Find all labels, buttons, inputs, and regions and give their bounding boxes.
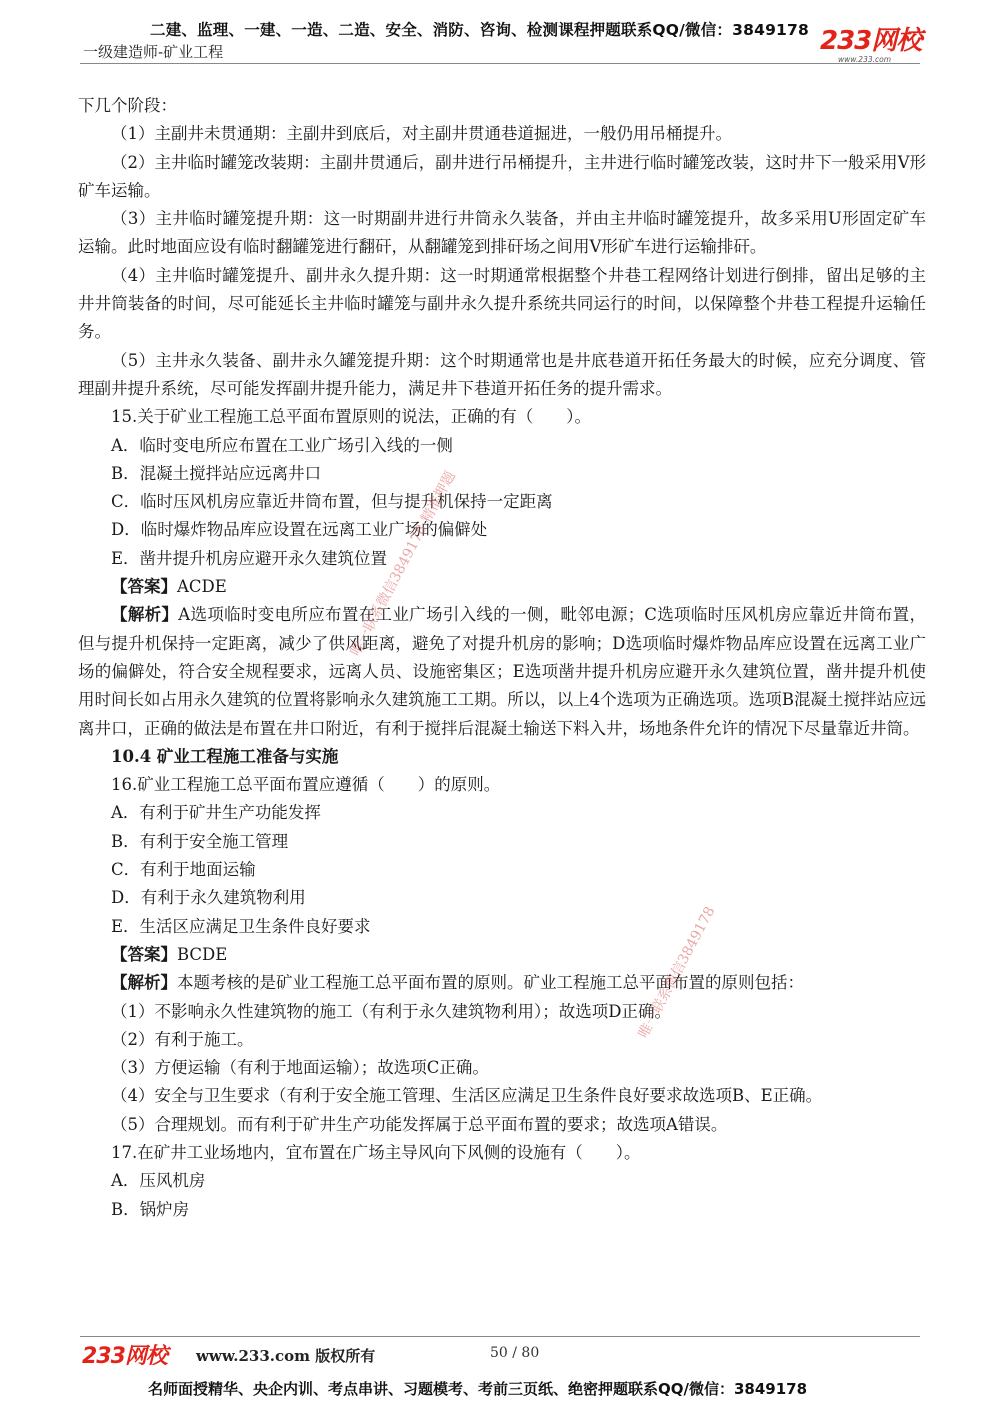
footer-divider: [80, 1336, 920, 1337]
footer-logo[interactable]: 233网校: [82, 1344, 167, 1369]
question-17: 17.在矿井工业场地内，宜布置在广场主导风向下风侧的设施有（ ）。: [111, 1142, 641, 1162]
q16-option-b: B．有利于安全施工管理: [111, 831, 289, 851]
stage-4: （4）主井临时罐笼提升、副井永久提升期：这一时期通常根据整个井巷工程网络计划进行倒排，留出足够的主井井筒装备的时间，尽可能延长主井临时罐笼与副井永久提升系统共同运行的时间，以保障整个井巷工程提升运输任务。: [78, 265, 926, 342]
q15-option-c: C．临时压风机房应靠近井筒布置，但与提升机保持一定距离: [111, 492, 553, 512]
footer-copyright: www.233.com 版权所有: [196, 1347, 376, 1365]
stage-1: （1）主副井未贯通期：主副井到底后，对主副井贯通巷道掘进，一般仍用吊桶提升。: [111, 124, 732, 144]
q16-analysis: [78, 969, 926, 997]
analysis-label: 【解析】: [111, 605, 179, 625]
stage-2: （2）主井临时罐笼改装期：主副井贯通后，副井进行吊桶提升，主井进行临时罐笼改装，这时井下一般采用V形矿车运输。: [78, 152, 926, 200]
q16-point-3: （3）方便运输（有利于地面运输）；故选项C正确。: [111, 1058, 489, 1078]
question-16: 16.矿业工程施工总平面布置应遵循（ ）的原则。: [111, 775, 501, 795]
q15-option-d: D．临时爆炸物品库应设置在远离工业广场的偏僻处: [111, 520, 488, 540]
answer-value: ACDE: [177, 577, 227, 597]
analysis-text: 本题考核的是矿业工程施工总平面布置的原则。矿业工程施工总平面布置的原则包括：: [177, 973, 804, 993]
logo-text: 233网校: [820, 26, 922, 56]
question-15: 15.关于矿业工程施工总平面布置原则的说法，正确的有（ ）。: [111, 407, 591, 427]
q16-option-a: A．有利于矿井生产功能发挥: [111, 803, 321, 823]
stage-5: （5）主井永久装备、副井永久罐笼提升期：这个时期通常也是井底巷道开拓任务最大的时候，应充分调度、管理副井提升系统，尽可能发挥副井提升能力，满足井下巷道开拓任务的提升需求。: [78, 350, 926, 398]
header-divider: [80, 63, 920, 64]
logo-url: www.233.com: [838, 55, 892, 64]
answer-label: 【答案】: [111, 577, 177, 597]
analysis-text: A选项临时变电所应布置在工业广场引入线的一侧，毗邻电源；C选项临时压风机房应靠近井筒布置，但与提升机保持一定距离，减少了供风距离，避免了对提升机房的影响；D选项临时爆炸物品库应设置在远离工业广场的偏僻处，符合安全规程要求，远离人员、设施密集区；E选项凿井提升机房应避开永久建筑位置，凿井提升机使用时间长如占用永久建筑的位置将影响永久建筑施工工期。所以，以上4个选项为正确选项。选项B混凝土搅拌站应远离井口，正确的做法是布置在井口附近，有利于搅拌后混凝土输送下料入井，场地条件允许的情况下尽量靠近井筒。: [78, 605, 927, 738]
page-number: 50 / 80: [490, 1345, 540, 1361]
q16-point-2: （2）有利于施工。: [111, 1029, 254, 1049]
section-title: 10.4 矿业工程施工准备与实施: [111, 746, 339, 766]
answer-value: BCDE: [177, 944, 228, 964]
intro-text: 下几个阶段：: [78, 96, 177, 115]
watermark: 唯一联系微信3849178 精准押题: [347, 468, 459, 659]
q15-option-e: E．凿井提升机房应避开永久建筑位置: [111, 548, 388, 568]
document-subject: 一级建造师-矿业工程: [83, 43, 224, 61]
q16-option-c: C．有利于地面运输: [111, 860, 256, 880]
page-content: [78, 92, 926, 1224]
answer-label: 【答案】: [111, 944, 177, 964]
q16-option-d: D．有利于永久建筑物利用: [111, 888, 306, 908]
q15-option-b: B．混凝土搅拌站应远离井口: [111, 463, 322, 483]
q16-option-e: E．生活区应满足卫生条件良好要求: [111, 916, 371, 936]
watermark: 唯一联系微信3849178: [635, 904, 719, 1041]
q15-option-a: A．临时变电所应布置在工业广场引入线的一侧: [111, 435, 453, 455]
q15-answer: [78, 573, 926, 601]
stage-3: （3）主井临时罐笼提升期：这一时期副井进行井筒永久装备，并由主井临时罐笼提升，故多采用U形固定矿车运输。此时地面应设有临时翻罐笼进行翻矸，从翻罐笼到排矸场之间用V形矿车进行运输排矸。: [78, 209, 926, 257]
q17-option-a: A．压风机房: [111, 1171, 206, 1191]
q16-point-1: （1）不影响永久性建筑物的施工（有利于永久建筑物利用）；故选项D正确。: [111, 1001, 671, 1021]
top-banner: 二建、监理、一建、一造、二造、安全、消防、咨询、检测课程押题联系QQ/微信：3849178: [150, 21, 810, 39]
q17-option-b: B．锅炉房: [111, 1199, 190, 1219]
q16-answer: [78, 941, 926, 969]
q16-point-4: （4）安全与卫生要求（有利于安全施工管理、生活区应满足卫生条件良好要求故选项B、E正确。: [111, 1086, 823, 1106]
q16-point-5: （5）合理规划。而有利于矿井生产功能发挥属于总平面布置的要求；故选项A错误。: [111, 1114, 728, 1134]
q15-analysis: [78, 601, 926, 742]
bottom-banner: 名师面授精华、央企内训、考点串讲、习题模考、考前三页纸、绝密押题联系QQ/微信：3849178: [148, 1380, 808, 1398]
site-logo[interactable]: [820, 28, 920, 68]
analysis-label: 【解析】: [111, 973, 177, 993]
